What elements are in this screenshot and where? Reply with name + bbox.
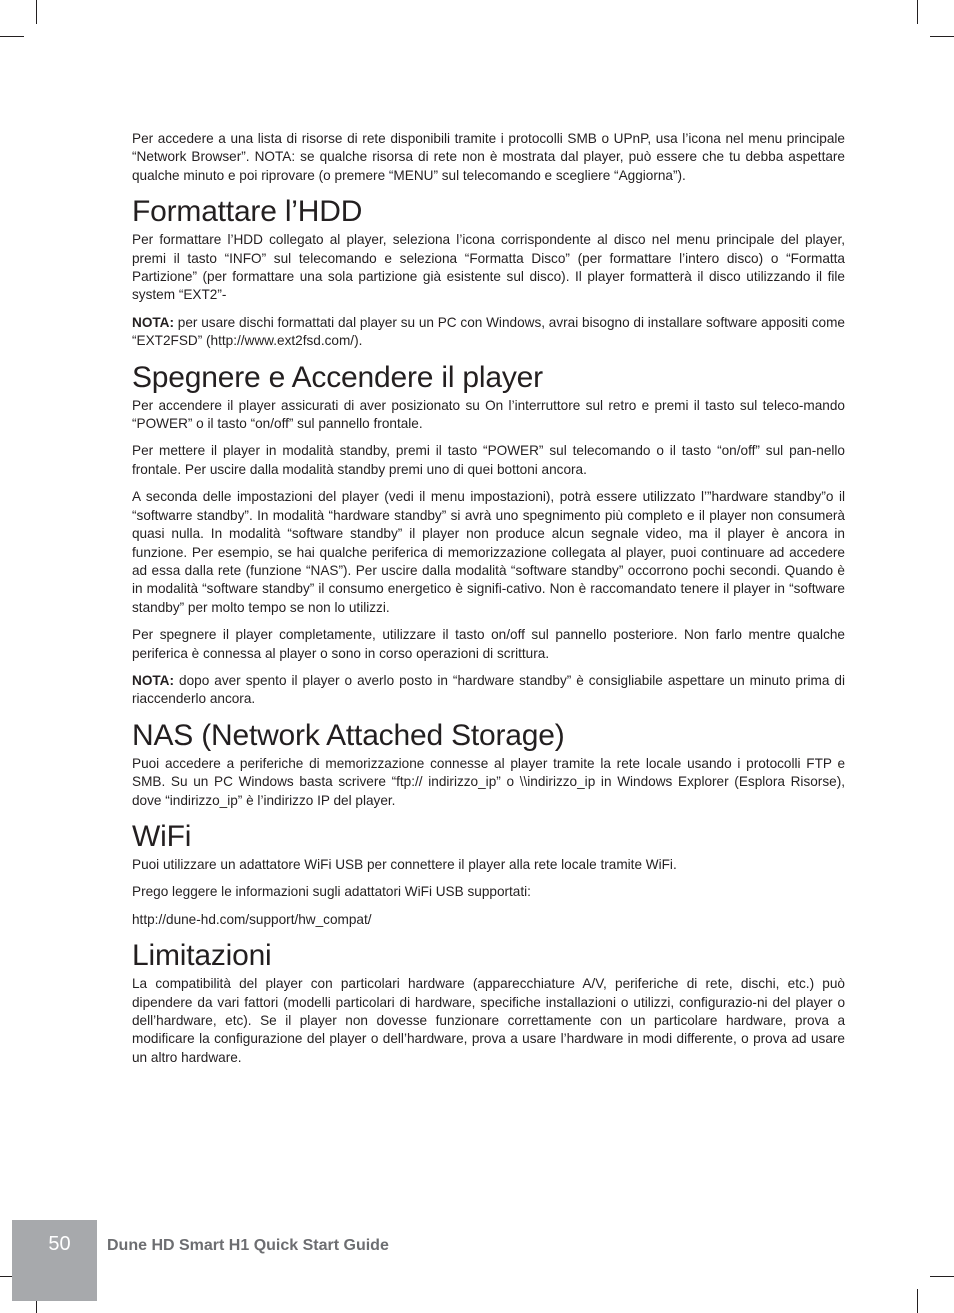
crop-mark	[917, 0, 918, 24]
power-paragraph-4: Per spegnere il player completamente, utilizzare il tasto on/off sul pannello posteriore. Non farlo mentre qualche periferica è connessa al player o sono in corso operazioni di scrittura.	[132, 627, 845, 661]
heading-power: Spegnere e Accendere il player	[132, 360, 543, 394]
wifi-paragraph-2: Prego leggere le informazioni sugli adattatori WiFi USB supportati:	[132, 884, 531, 900]
power-paragraph-3: A seconda delle impostazioni del player (vedi il menu impostazioni), potrà essere utilizzato l’”hardware standby”o il “softwarre standby”. In modalità “hardware standby” si avrà uno spegnimento più completo e il player non consumerà quasi nulla. In modalità “software standby” il player non produce alcun segnale video, ma il player è ancora in funzione. Per esempio, se hai qualche periferica di memorizzazione collegata al player, puoi continuare ad accedere ad essa dalla rete (funzione “NAS”). Per uscire dalla modalità “software standby” occorrono pochi secondi. Quando è in modalità “software standby” il consumo energetico è signifi-cativo. Non è raccomandato tenere il player in “software standby” per molto tempo se non lo utilizzi.	[132, 489, 845, 615]
note-text: per usare dischi formattati dal player su un PC con Windows, avrai bisogno di installare software appositi come “EXT2FSD” (http://www.ext2fsd.com/).	[132, 314, 845, 349]
note-label: NOTA:	[132, 314, 175, 330]
wifi-paragraph-1: Puoi utilizzare un adattatore WiFi USB per connettere il player alla rete locale tramite WiFi.	[132, 856, 677, 872]
format-paragraph: Per formattare l’HDD collegato al player, seleziona l’icona corrispondente al disco nel menu principale del player, premi il tasto “INFO” sul telecomando e seleziona “Formatta Disco” (per formattare l’intero disco) o “Formatta Partizione” (per formattare una sola partizione già esistente sul disco). Il player formatterà il disco utilizzando il file system “EXT2”-	[132, 232, 845, 303]
crop-mark	[917, 1289, 918, 1313]
heading-limitations: Limitazioni	[132, 939, 272, 973]
limitations-paragraph: La compatibilità del player con particolari hardware (apparecchiature A/V, periferiche di rete, dischi, etc.) può dipendere da vari fattori (modelli particolari di hardware, specifiche installazioni o utilizzi, configurazio-ni del player o dell’hardware, etc). Se il player non dovesse funzionare correttamente con un particolare hardware, prova a modificare la configurazione del player o dell’hardware, prova a usare l’hardware in modi differente, o prova ad usare un altro hardware.	[132, 976, 845, 1065]
wifi-url: http://dune-hd.com/support/hw_compat/	[132, 911, 372, 927]
page-content	[132, 130, 845, 1076]
note-text: dopo aver spento il player o averlo posto in “hardware standby” è consigliabile aspettare un minuto prima di riaccenderlo ancora.	[132, 672, 845, 707]
crop-mark	[0, 36, 24, 37]
note-label: NOTA:	[132, 672, 175, 688]
format-note	[132, 314, 845, 351]
power-paragraph-1: Per accendere il player assicurati di aver posizionato su On l’interruttore sul retro e premi il tasto sul teleco-mando “POWER” o il tasto “on/off” sul pannello frontale.	[132, 397, 845, 432]
heading-wifi: WiFi	[132, 819, 192, 853]
page-number: 50	[48, 1233, 71, 1255]
crop-mark	[36, 0, 37, 24]
intro-paragraph: Per accedere a una lista di risorse di rete disponibili tramite i protocolli SMB o UPnP, usa l’icona nel menu principale “Network Browser”. NOTA: se qualche risorsa di rete non è mostrata dal player, può essere che tu debba aspettare qualche minuto e poi riprovare (o premere “MENU” sul telecomando e scegliere “Aggiorna”).	[132, 131, 845, 183]
footer-guide-title: Dune HD Smart H1 Quick Start Guide	[107, 1237, 389, 1254]
heading-nas: NAS (Network Attached Storage)	[132, 718, 565, 752]
power-note	[132, 672, 845, 709]
nas-paragraph: Puoi accedere a periferiche di memorizzazione connesse al player tramite la rete locale usando i protocolli FTP e SMB. Su un PC Windows basta scrivere “ftp:// indirizzo_ip” o \\indirizzo_ip in Windows Explorer (Esplora Risorse), dove “indirizzo_ip” è l’indirizzo IP del player.	[132, 755, 845, 808]
power-paragraph-2: Per mettere il player in modalità standby, premi il tasto “POWER” sul telecomando o il tasto “on/off” sul pan-nello frontale. Per uscire dalla modalità standby premi uno di quei bottoni ancora.	[132, 443, 845, 477]
crop-mark	[930, 1276, 954, 1277]
crop-mark	[930, 36, 954, 37]
heading-format-hdd: Formattare l’HDD	[132, 195, 363, 229]
